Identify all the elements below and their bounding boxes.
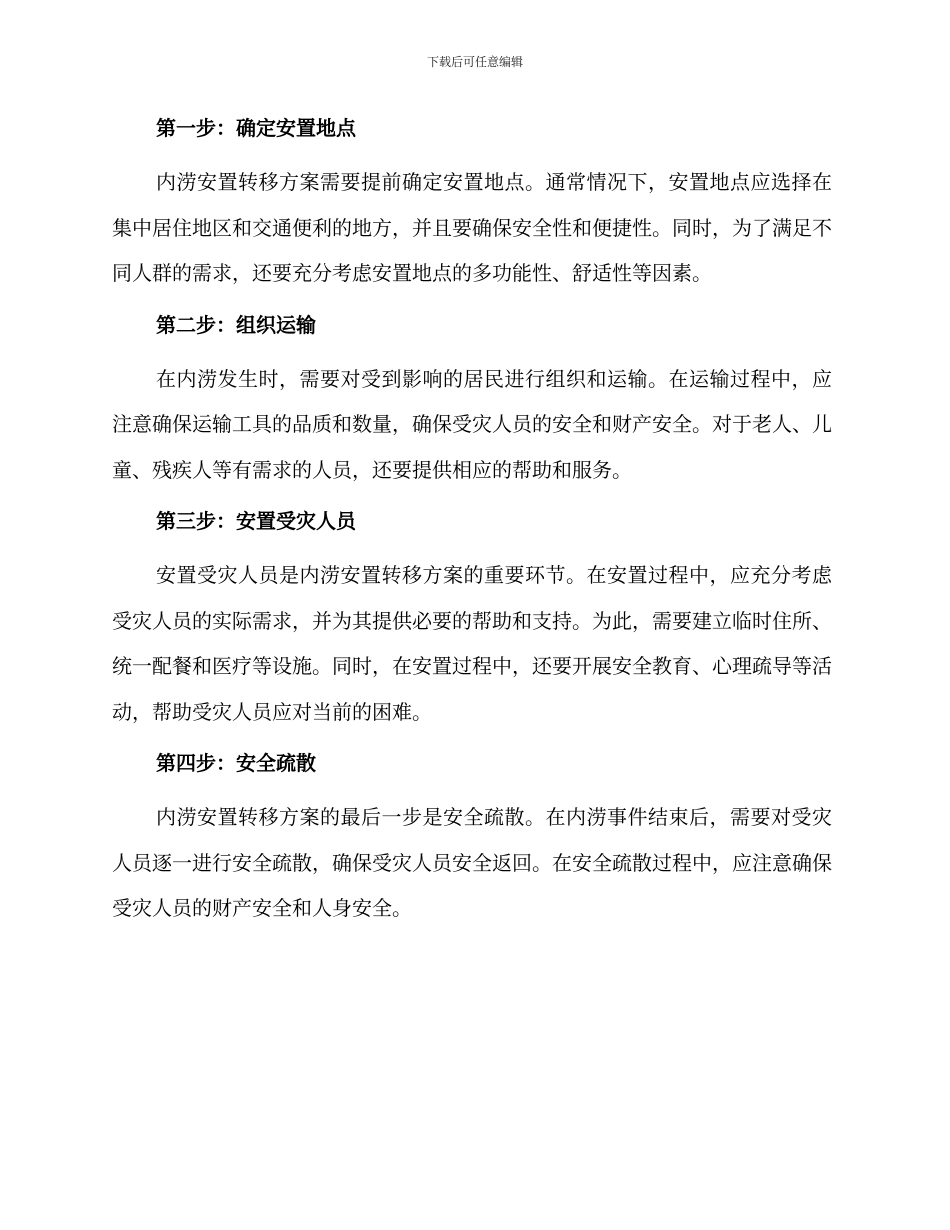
section-heading: 第二步：组织运输 bbox=[156, 312, 316, 337]
section-paragraph: 安置受灾人员是内涝安置转移方案的重要环节。在安置过程中，应充分考虑受灾人员的实际需求，并为其提供必要的帮助和支持。为此，需要建立临时住所、统一配餐和医疗等设施。同时，在安置过程中，还要开展安全教育、心理疏导等活动，帮助受灾人员应对当前的困难。 bbox=[112, 563, 832, 724]
section-paragraph: 内涝安置转移方案需要提前确定安置地点。通常情况下，安置地点应选择在集中居住地区和交通便利的地方，并且要确保安全性和便捷性。同时，为了满足不同人群的需求，还要充分考虑安置地点的多功能性、舒适性等因素。 bbox=[112, 170, 832, 285]
section-step-3 bbox=[112, 503, 832, 735]
section-step-2 bbox=[112, 307, 832, 494]
document-body bbox=[112, 110, 832, 942]
section-paragraph: 在内涝发生时，需要对受到影响的居民进行组织和运输。在运输过程中，应注意确保运输工具的品质和数量，确保受灾人员的安全和财产安全。对于老人、儿童、残疾人等有需求的人员，还要提供相应的帮助和服务。 bbox=[112, 366, 832, 482]
section-step-1 bbox=[112, 110, 832, 297]
section-heading: 第一步：确定安置地点 bbox=[156, 116, 356, 140]
section-paragraph: 内涝安置转移方案的最后一步是安全疏散。在内涝事件结束后，需要对受灾人员逐一进行安全疏散，确保受灾人员安全返回。在安全疏散过程中，应注意确保受灾人员的财产安全和人身安全。 bbox=[112, 805, 832, 920]
section-step-4 bbox=[112, 745, 832, 932]
section-heading: 第三步：安置受灾人员 bbox=[156, 509, 356, 533]
page-header-note: 下载后可任意编辑 bbox=[426, 55, 523, 69]
section-heading: 第四步：安全疏散 bbox=[156, 751, 316, 775]
